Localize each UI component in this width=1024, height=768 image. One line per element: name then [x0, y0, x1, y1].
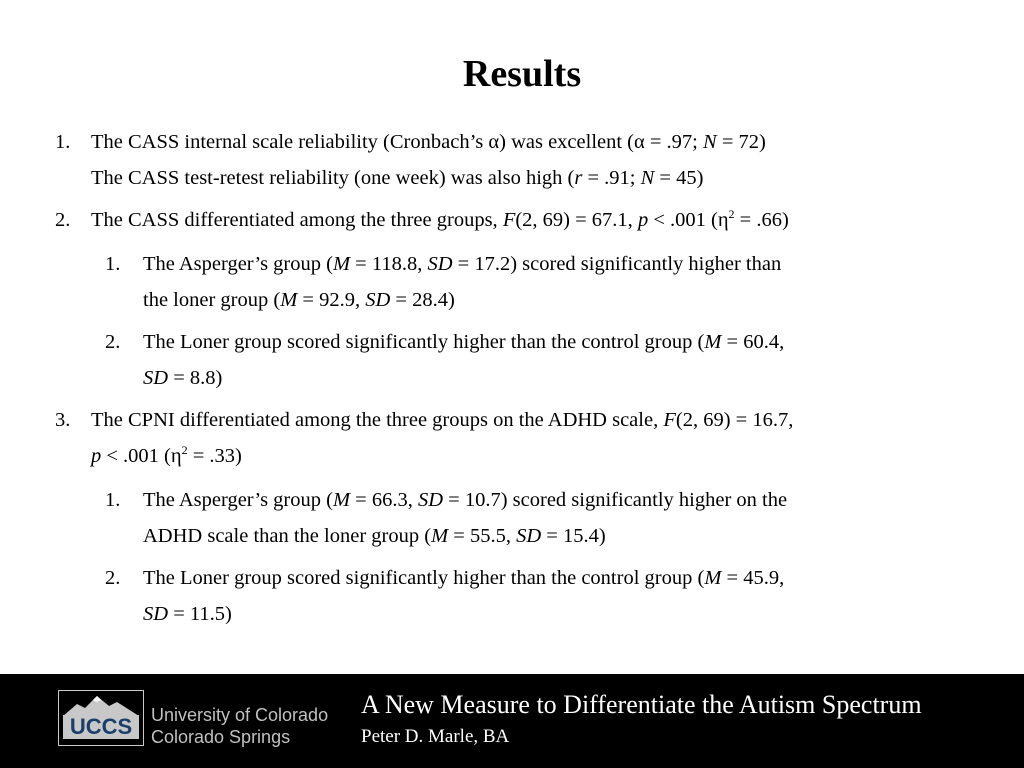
logo-wordmark: UCCS	[63, 715, 139, 739]
item-line: The Loner group scored significantly higher than the control group (M = 45.9,	[143, 567, 785, 589]
item-line: the loner group (M = 92.9, SD = 28.4)	[143, 289, 455, 311]
sub-item-number: 2.	[105, 331, 121, 353]
slide-footer	[0, 674, 1024, 768]
sub-list-item	[50, 482, 990, 554]
list-item	[50, 124, 990, 196]
university-name: University of Colorado Colorado Springs	[151, 705, 329, 747]
item-line: The CASS internal scale reliability (Cronbach’s α) was excellent (α = .97; N = 72)	[91, 131, 766, 153]
slide-title: Results	[462, 53, 582, 95]
item-line: The Asperger’s group (M = 118.8, SD = 17.2) scored significantly higher than	[143, 253, 782, 275]
item-line: The CASS test-retest reliability (one week) was also high (r = .91; N = 45)	[91, 167, 704, 189]
presenter-name: Peter D. Marle, BA	[361, 726, 510, 747]
mountain-icon	[63, 694, 139, 716]
item-line: The Asperger’s group (M = 66.3, SD = 10.7) scored significantly higher on the	[143, 489, 788, 511]
item-line: ADHD scale than the loner group (M = 55.5, SD = 15.4)	[143, 525, 606, 547]
item-number: 2.	[55, 209, 71, 231]
uccs-logo	[58, 690, 144, 746]
sub-item-number: 1.	[105, 253, 121, 275]
item-line: p < .001 $(\eta^2 = .33)$	[91, 443, 242, 467]
sub-item-number: 2.	[105, 567, 121, 589]
sub-list-item	[50, 246, 990, 318]
item-line: The CPNI differentiated among the three groups on the ADHD scale, F(2, 69) = 16.7,	[91, 409, 794, 431]
presentation-title: A New Measure to Differentiate the Autism Spectrum	[361, 690, 922, 719]
item-line: The CASS differentiated among the three groups, F(2, 69) = 67.1, p < .001 $(\eta^2 = .66)$	[91, 207, 789, 231]
sub-list-item	[50, 324, 990, 396]
item-number: 1.	[55, 131, 71, 153]
item-line: The Loner group scored significantly higher than the control group (M = 60.4,	[143, 331, 785, 353]
item-number: 3.	[55, 409, 71, 431]
sub-list-item	[50, 560, 990, 632]
results-list	[50, 124, 990, 638]
item-line: SD = 8.8)	[143, 367, 223, 389]
list-item	[50, 402, 990, 476]
list-item	[50, 202, 990, 240]
sub-item-number: 1.	[105, 489, 121, 511]
item-line: SD = 11.5)	[143, 603, 232, 625]
